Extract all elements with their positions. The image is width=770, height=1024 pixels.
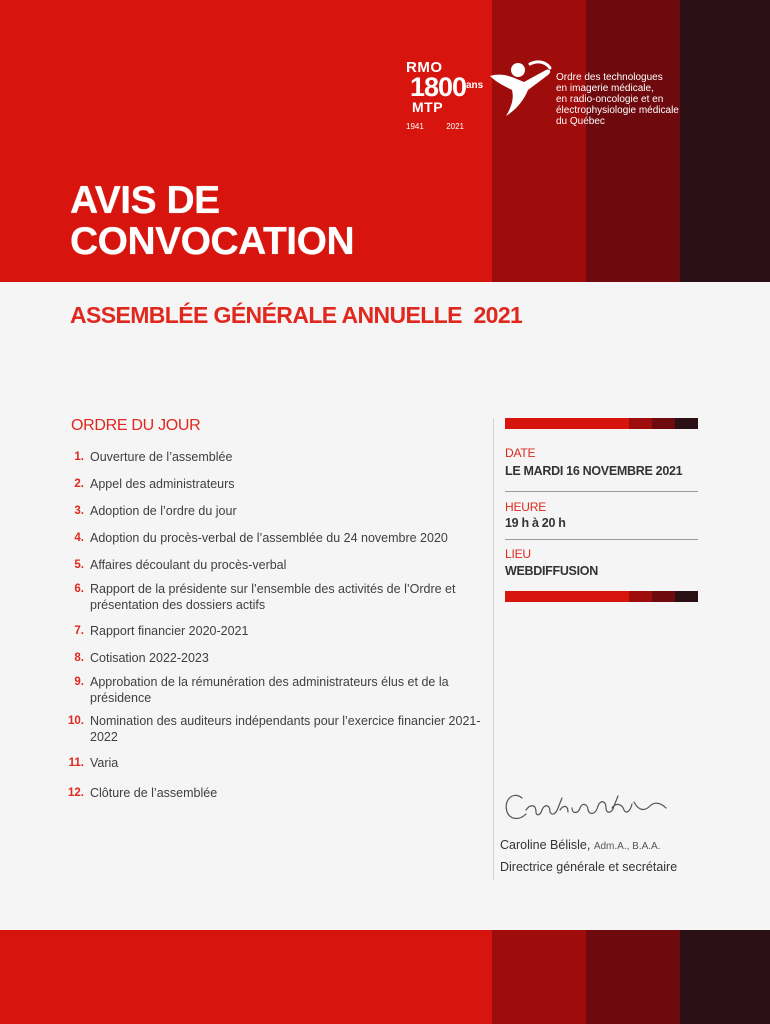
agenda-item-text: Appel des administrateurs bbox=[90, 477, 235, 491]
place-value: WEBDIFFUSION bbox=[505, 564, 598, 578]
signer-name bbox=[500, 838, 661, 852]
info-bottom-bar bbox=[505, 591, 698, 602]
band-dark bbox=[680, 930, 770, 1024]
agenda-item bbox=[66, 476, 496, 492]
ordre-line: du Québec bbox=[556, 116, 605, 127]
agenda-item-number: 4. bbox=[74, 532, 84, 544]
agenda-item bbox=[66, 713, 496, 745]
agenda-item-text: Rapport financier 2020-2021 bbox=[90, 624, 249, 638]
event-subtitle: ASSEMBLÉE GÉNÉRALE ANNUELLE 2021 bbox=[70, 302, 523, 328]
agenda-item-text: Clôture de l’assemblée bbox=[90, 786, 218, 800]
footer-band bbox=[0, 930, 770, 1024]
agenda-item-text: Cotisation 2022-2023 bbox=[90, 651, 209, 665]
agenda-item bbox=[66, 755, 496, 771]
badge-bottom-text: MTP bbox=[412, 99, 444, 115]
agenda-item bbox=[66, 650, 496, 666]
agenda-item-text: Affaires découlant du procès-verbal bbox=[90, 558, 287, 572]
agenda-item-number: 8. bbox=[74, 652, 84, 664]
agenda-item bbox=[66, 503, 496, 519]
agenda-item-number: 3. bbox=[74, 505, 84, 517]
badge-top-text: RMO bbox=[406, 59, 443, 76]
agenda-item bbox=[66, 785, 496, 801]
agenda-item bbox=[66, 530, 496, 546]
ordre-line: en radio-oncologie et en bbox=[556, 94, 664, 105]
agenda-item bbox=[66, 674, 496, 706]
agenda-item-number: 11. bbox=[68, 757, 84, 769]
agenda-item-number: 10. bbox=[68, 715, 84, 727]
vertical-divider bbox=[493, 418, 494, 880]
signer-title: Directrice générale et secrétaire bbox=[500, 860, 678, 874]
badge-number: 1800 bbox=[410, 72, 467, 102]
agenda-item-number: 5. bbox=[74, 559, 84, 571]
info-rule bbox=[505, 539, 698, 540]
title-line-2: CONVOCATION bbox=[70, 220, 355, 263]
ordre-line: Ordre des technologues bbox=[556, 72, 663, 83]
agenda-item-text: Nomination des auditeurs indépendants pour l’exercice financier 2021-2022 bbox=[90, 714, 481, 744]
agenda-item-text: Rapport de la présidente sur l’ensemble des activités de l’Ordre et présentation des dossiers actifs bbox=[90, 582, 456, 612]
info-top-bar bbox=[505, 418, 698, 429]
agenda-heading: ORDRE DU JOUR bbox=[71, 417, 201, 434]
info-rule bbox=[505, 491, 698, 492]
signer-credentials: Adm.A., B.A.A. bbox=[593, 841, 661, 852]
title-line-1: AVIS DE bbox=[70, 179, 220, 222]
logo bbox=[400, 52, 730, 142]
agenda-item bbox=[66, 449, 496, 465]
handwritten-signature bbox=[500, 780, 680, 830]
band-red bbox=[0, 930, 492, 1024]
anniversary-badge bbox=[404, 56, 467, 120]
agenda-item-number: 7. bbox=[74, 625, 84, 637]
date-label: DATE bbox=[505, 446, 536, 460]
year-start: 1941 bbox=[406, 122, 424, 131]
time-value: 19 h à 20 h bbox=[505, 516, 566, 530]
band-crimson bbox=[492, 930, 586, 1024]
agenda-item bbox=[66, 557, 496, 573]
ordre-name bbox=[556, 72, 726, 127]
person-figure-icon bbox=[484, 56, 554, 118]
agenda-item-text: Adoption de l’ordre du jour bbox=[90, 504, 237, 518]
badge-years bbox=[406, 122, 464, 131]
year-end: 2021 bbox=[446, 122, 464, 131]
date-value: LE MARDI 16 NOVEMBRE 2021 bbox=[505, 464, 683, 478]
signer-name-text: Caroline Bélisle, bbox=[500, 838, 591, 852]
ordre-line: en imagerie médicale, bbox=[556, 83, 654, 94]
agenda-item bbox=[66, 623, 496, 639]
band-maroon bbox=[586, 930, 680, 1024]
agenda-item bbox=[66, 581, 496, 613]
agenda-item-number: 6. bbox=[74, 583, 84, 595]
agenda-item-number: 1. bbox=[74, 451, 84, 463]
agenda-item-number: 9. bbox=[74, 676, 84, 688]
agenda-item-number: 12. bbox=[68, 787, 84, 799]
place-label: LIEU bbox=[505, 547, 531, 561]
ordre-line: électrophysiologie médicale bbox=[556, 105, 679, 116]
agenda-item-text: Approbation de la rémunération des administrateurs élus et de la présidence bbox=[90, 675, 449, 705]
time-label: HEURE bbox=[505, 500, 547, 514]
page-title bbox=[70, 180, 354, 262]
agenda-item-number: 2. bbox=[74, 478, 84, 490]
agenda-item-text: Adoption du procès-verbal de l’assemblée du 24 novembre 2020 bbox=[90, 531, 448, 545]
agenda-item-text: Ouverture de l’assemblée bbox=[90, 450, 233, 464]
ans-label: ans bbox=[466, 80, 484, 91]
agenda-item-text: Varia bbox=[90, 756, 119, 770]
